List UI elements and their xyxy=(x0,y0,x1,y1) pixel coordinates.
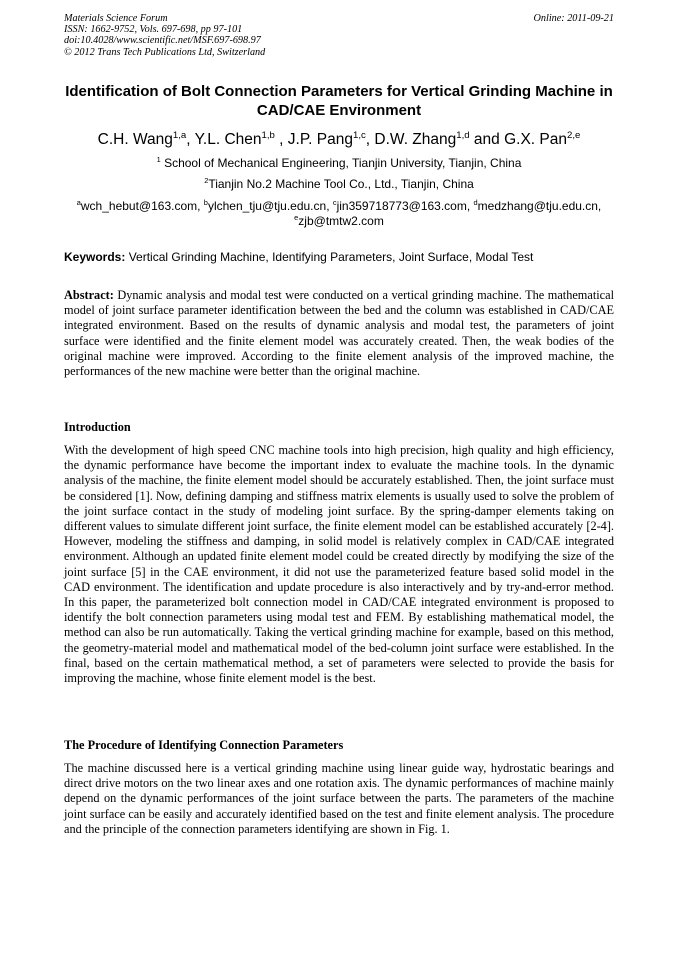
email-mark: d xyxy=(473,198,478,207)
author-separator: , xyxy=(274,131,288,148)
abstract xyxy=(64,288,614,379)
section-body-procedure: The machine discussed here is a vertical grinding machine using linear guide way, hydrostatic bearings and direct drive motors on the two linear axes and one rotation axis. The dynamic performances of machine mainly depend on the dynamic performances of the joint surface between the parts. The parameters of the machine joint surface can be easily and accurately identified based on the test and finite element analysis. The procedure and the principle of the connection parameters identifying are shown in Fig. 1. xyxy=(64,761,614,836)
running-header xyxy=(64,13,265,58)
email-mark: c xyxy=(332,198,337,207)
author-name: J.P. Pang xyxy=(287,131,353,148)
keywords-text: Vertical Grinding Machine, Identifying Parameters, Joint Surface, Modal Test xyxy=(125,250,534,264)
affiliation-2 xyxy=(64,177,614,192)
abstract-text: Dynamic analysis and modal test were conducted on a vertical grinding machine. The mathematical model of joint surface parameter identification between the bed and the column was established in CAD/CAE integrated environment. Based on the results of dynamic analysis and modal test, the parameters of joint surface were identified and the finite element model was accurately created. Then, the weak bodies of the original machine were improved. According to the finite element analysis of the improved machine, the performances of the new machine were better than the original machine. xyxy=(64,288,614,379)
author-name: D.W. Zhang xyxy=(374,131,457,148)
doi-line: doi:10.4028/www.scientific.net/MSF.697-698.97 xyxy=(64,35,261,47)
abstract-label: Abstract: xyxy=(64,288,114,302)
affiliation-text: School of Mechanical Engineering, Tianjin University, Tianjin, China xyxy=(160,156,522,170)
journal-name: Materials Science Forum xyxy=(64,13,168,24)
affiliation-1 xyxy=(64,156,614,171)
email-address[interactable]: ylchen_tju@tju.edu.cn, xyxy=(207,199,333,213)
section-body-introduction: With the development of high speed CNC machine tools into high precision, high quality and high efficiency, the dynamic performance have become the important index to evaluate the machine tools. In the dynamic analysis of the machine, the finite element model should be accurately established. Then, the joint surface must be considered [1]. Now, defining damping and stiffness matrix elements is usually used to solve the problem of the joint surface contact in the study of modeling joint surface. By the spring-damper elements taking on different values to simulate different joint surface, the finite element model can be established accurately [2-4]. However, modeling the stiffness and damping, in solid model is relatively complex in CAD/CAE integrated environment. Although an updated finite element model could be created directly by modifying the size of the joint surface [5] in the CAE environment, it did not use the parameterized feature based solid model in the CAD environment. The identification and update procedure is also interactively and by try-and-error method. In this paper, the parameterized bolt connection model in CAD/CAE integrated environment is proposed to identify the bolt connection parameters using modal test and FEM. By establishing mathematical model, the method can also be run automatically. Taking the vertical grinding machine for example, based on this method, the geometry-material model and mathematical model of the bed-column joint surface were established. In the final, based on the certain mathematical method, a set of parameters were selected to provide the basis for improving the machine, whose finite element model is the best. xyxy=(64,443,614,686)
affiliation-mark: 1 xyxy=(156,155,161,164)
author-separator: and xyxy=(469,131,505,148)
author-name: G.X. Pan xyxy=(504,131,567,148)
email-address[interactable]: jin359718773@163.com, xyxy=(336,199,474,213)
author-name: C.H. Wang xyxy=(97,131,173,148)
paper-title: Identification of Bolt Connection Parameters for Vertical Grinding Machine in CAD/CAE Environment xyxy=(65,83,613,119)
online-date: Online: 2011-09-21 xyxy=(533,13,614,24)
author-affiliation-mark: 2,e xyxy=(567,129,581,141)
author-affiliation-mark: 1,a xyxy=(172,129,187,141)
section-heading-introduction: Introduction xyxy=(64,420,131,434)
copyright-line: © 2012 Trans Tech Publications Ltd, Switzerland xyxy=(64,46,266,58)
email-mark: b xyxy=(203,198,208,207)
issn-line: ISSN: 1662-9752, Vols. 697-698, pp 97-101 xyxy=(64,24,243,36)
email-address[interactable]: medzhang@tju.edu.cn, xyxy=(477,199,602,213)
section-heading-procedure: The Procedure of Identifying Connection Parameters xyxy=(64,738,344,752)
author-separator: , xyxy=(186,131,195,148)
email-address[interactable]: wch_hebut@163.com, xyxy=(80,199,204,213)
author-list xyxy=(64,130,614,150)
author-name: Y.L. Chen xyxy=(194,131,262,148)
keywords-label: Keywords: xyxy=(64,250,126,264)
email-mark: e xyxy=(294,213,299,222)
email-address[interactable]: zjb@tmtw2.com xyxy=(298,214,384,228)
affiliation-mark: 2 xyxy=(204,176,209,185)
email-list xyxy=(64,199,614,229)
author-affiliation-mark: 1,b xyxy=(261,129,275,141)
author-separator: , xyxy=(365,131,375,148)
author-affiliation-mark: 1,c xyxy=(352,129,366,141)
keywords xyxy=(64,250,614,265)
author-affiliation-mark: 1,d xyxy=(456,129,470,141)
email-mark: a xyxy=(76,198,81,207)
affiliation-text: Tianjin No.2 Machine Tool Co., Ltd., Tianjin, China xyxy=(208,177,474,191)
